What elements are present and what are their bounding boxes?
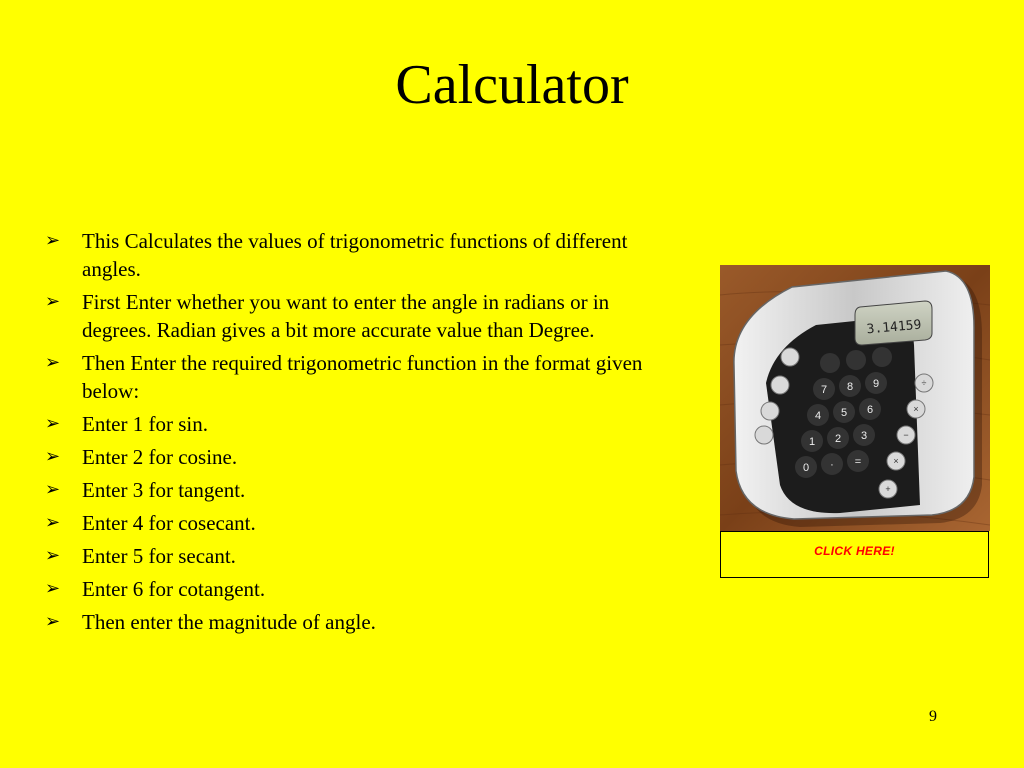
svg-text:×: × [893, 456, 899, 466]
calculator-image [720, 265, 990, 531]
click-here-button[interactable] [720, 531, 989, 578]
svg-text:+: + [885, 484, 891, 494]
bullet-text: Enter 3 for tangent. [82, 478, 246, 502]
svg-text:4: 4 [814, 410, 822, 422]
bullet-item [45, 509, 665, 537]
bullet-item [45, 608, 665, 636]
svg-text:=: = [854, 456, 862, 468]
arrowhead-bullet-icon: ➢ [45, 446, 61, 467]
arrowhead-bullet-icon: ➢ [45, 611, 61, 632]
svg-text:7: 7 [820, 384, 828, 396]
bullet-item [45, 542, 665, 570]
svg-text:2: 2 [834, 433, 842, 445]
bullet-text: Enter 6 for cotangent. [82, 577, 266, 601]
bullet-item [45, 349, 665, 405]
arrowhead-bullet-icon: ➢ [45, 512, 61, 533]
svg-text:1: 1 [808, 436, 816, 448]
svg-text:5: 5 [840, 407, 848, 419]
arrowhead-bullet-icon: ➢ [45, 545, 61, 566]
bullet-list [45, 227, 665, 641]
bullet-text: Enter 1 for sin. [82, 412, 208, 436]
bullet-item [45, 288, 665, 344]
calculator-display: 3.14159 [866, 317, 922, 338]
calculator-photo[interactable] [720, 265, 990, 531]
svg-text:·: · [830, 459, 834, 471]
bullet-item [45, 476, 665, 504]
bullet-text: This Calculates the values of trigonometric functions of different angles. [82, 229, 628, 281]
svg-text:−: − [903, 430, 909, 440]
arrowhead-bullet-icon: ➢ [45, 352, 61, 373]
arrowhead-bullet-icon: ➢ [45, 413, 61, 434]
bullet-item [45, 410, 665, 438]
click-here-label[interactable]: CLICK HERE! [814, 544, 895, 558]
bullet-item [45, 575, 665, 603]
bullet-text: Then enter the magnitude of angle. [82, 610, 376, 634]
svg-text:6: 6 [866, 404, 874, 416]
page-number: 9 [929, 708, 937, 725]
svg-text:9: 9 [872, 378, 880, 390]
svg-text:8: 8 [846, 381, 854, 393]
slide-title: Calculator [395, 54, 629, 116]
svg-text:×: × [913, 404, 919, 414]
svg-text:÷: ÷ [921, 378, 927, 388]
bullet-text: Enter 5 for secant. [82, 544, 236, 568]
bullet-text: Enter 2 for cosine. [82, 445, 238, 469]
arrowhead-bullet-icon: ➢ [45, 578, 61, 599]
bullet-item [45, 227, 665, 283]
svg-text:0: 0 [802, 462, 810, 474]
bullet-text: First Enter whether you want to enter the angle in radians or in degrees. Radian gives a bit more accurate value than Degree. [82, 290, 610, 342]
bullet-text: Enter 4 for cosecant. [82, 511, 256, 535]
arrowhead-bullet-icon: ➢ [45, 230, 61, 251]
bullet-text: Then Enter the required trigonometric function in the format given below: [82, 351, 643, 403]
svg-text:3: 3 [860, 430, 868, 442]
arrowhead-bullet-icon: ➢ [45, 479, 61, 500]
bullet-item [45, 443, 665, 471]
arrowhead-bullet-icon: ➢ [45, 291, 61, 312]
